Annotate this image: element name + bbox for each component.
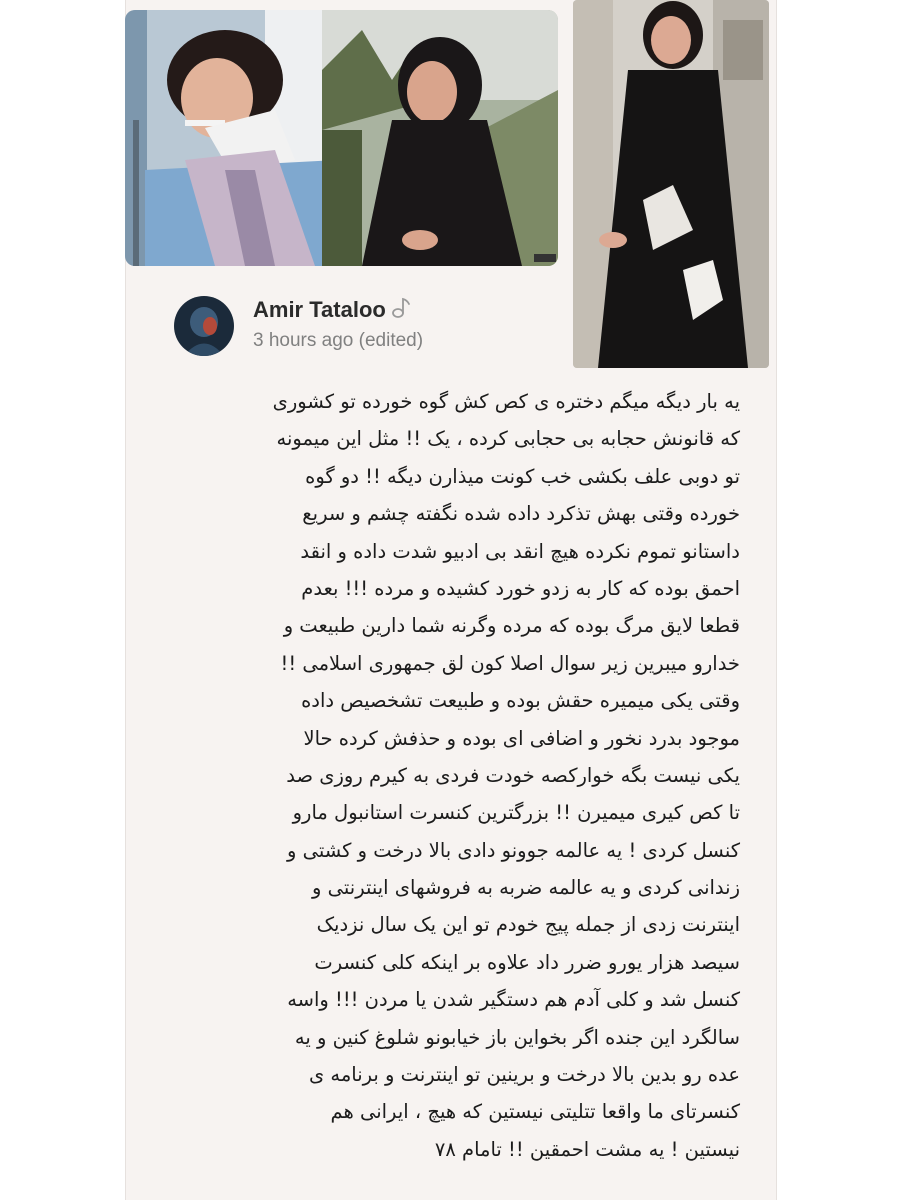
post-text-line: کنسل شد و کلی آدم هم دستگیر شدن یا مردن !!! واسه bbox=[287, 988, 740, 1012]
post-text-line: سیصد هزار یورو ضرر داد علاوه بر اینکه کلی کنسرت bbox=[314, 950, 740, 974]
post-photo-hospital[interactable] bbox=[125, 10, 337, 266]
post-text-line: کنسرتای ما واقعا تتلیتی نیستین که هیچ ، ایرانی هم bbox=[330, 1100, 740, 1124]
post-text-line: سالگرد این جنده اگر بخواین باز خیابونو شلوغ کنین و یه bbox=[294, 1025, 740, 1049]
post-header bbox=[174, 293, 554, 363]
avatar-image bbox=[174, 296, 234, 356]
post-text-line: یکی نیست بگه خوارکصه خودت فردی به کیرم روزی صد bbox=[286, 763, 740, 787]
post-text-line: تا کص کیری میمیرن !! بزرگترین کنسرت استانبول مارو bbox=[292, 801, 740, 825]
post-text-line: نیستین ! یه مشت احمقین !! تامام ۷۸ bbox=[434, 1137, 740, 1161]
post-text-line: یه بار دیگه میگم دختره ی کص کش گوه خورده تو کشوری bbox=[272, 390, 740, 413]
post-text-line: اینترنت زدی از جمله پیج خودم تو این یک سال نزدیک bbox=[316, 913, 740, 937]
post-timestamp: 3 hours ago (edited) bbox=[253, 330, 424, 351]
music-note-icon bbox=[391, 295, 411, 319]
post-photo-portrait[interactable] bbox=[322, 10, 558, 266]
post-text-line: که قانونش حجابه بی حجابی کرده ، یک !! مثل این میمونه bbox=[276, 427, 740, 451]
standing-photo-image bbox=[573, 0, 769, 368]
post-text-line: احمق بوده که کار به زدو خورد کشیده و مرده !!! بعدم bbox=[301, 576, 740, 600]
hospital-photo-image bbox=[125, 10, 337, 266]
post-photo-standing[interactable] bbox=[573, 0, 769, 368]
post-text-line: کنسل کردی ! یه عالمه جوونو دادی بالا درخت و کشتی و bbox=[287, 838, 740, 862]
author-avatar[interactable] bbox=[174, 296, 234, 356]
post-text-line: وقتی یکی میمیره حقش بوده و طبیعت تشخصیص داده bbox=[301, 689, 740, 713]
post-body bbox=[150, 383, 740, 1168]
author-name[interactable]: Amir Tataloo bbox=[253, 297, 386, 322]
post-text-line: خدارو میبرین زیر سوال اصلا کون لق جمهوری اسلامی !! bbox=[280, 651, 740, 675]
post-text-line: قطعا لایق مرگ بوده که مرده وگرنه شما دارین طبیعت و bbox=[283, 614, 740, 638]
post-text-line: موجود بدرد نخور و اضافی ای بوده و حذفش کرده حالا bbox=[303, 726, 740, 750]
post-text-line: تو دوبی علف بکشی خب کونت میذارن دیگه !! دو گوه bbox=[305, 464, 740, 488]
post-text-line: زندانی کردی و یه عالمه ضربه به فروشهای اینترنتی و bbox=[312, 876, 740, 900]
post-text-line: عده رو بدین بالا درخت و برینین تو اینترنت و برنامه ی bbox=[308, 1063, 740, 1087]
portrait-photo-image bbox=[322, 10, 558, 266]
post-text-line: خورده وقتی بهش تذکرد داده شده نگفته چشم و سریع bbox=[302, 502, 740, 526]
post-text-line: داستانو تموم نکرده هیچ انقد بی ادبیو شدت داده و انقد bbox=[300, 539, 740, 563]
